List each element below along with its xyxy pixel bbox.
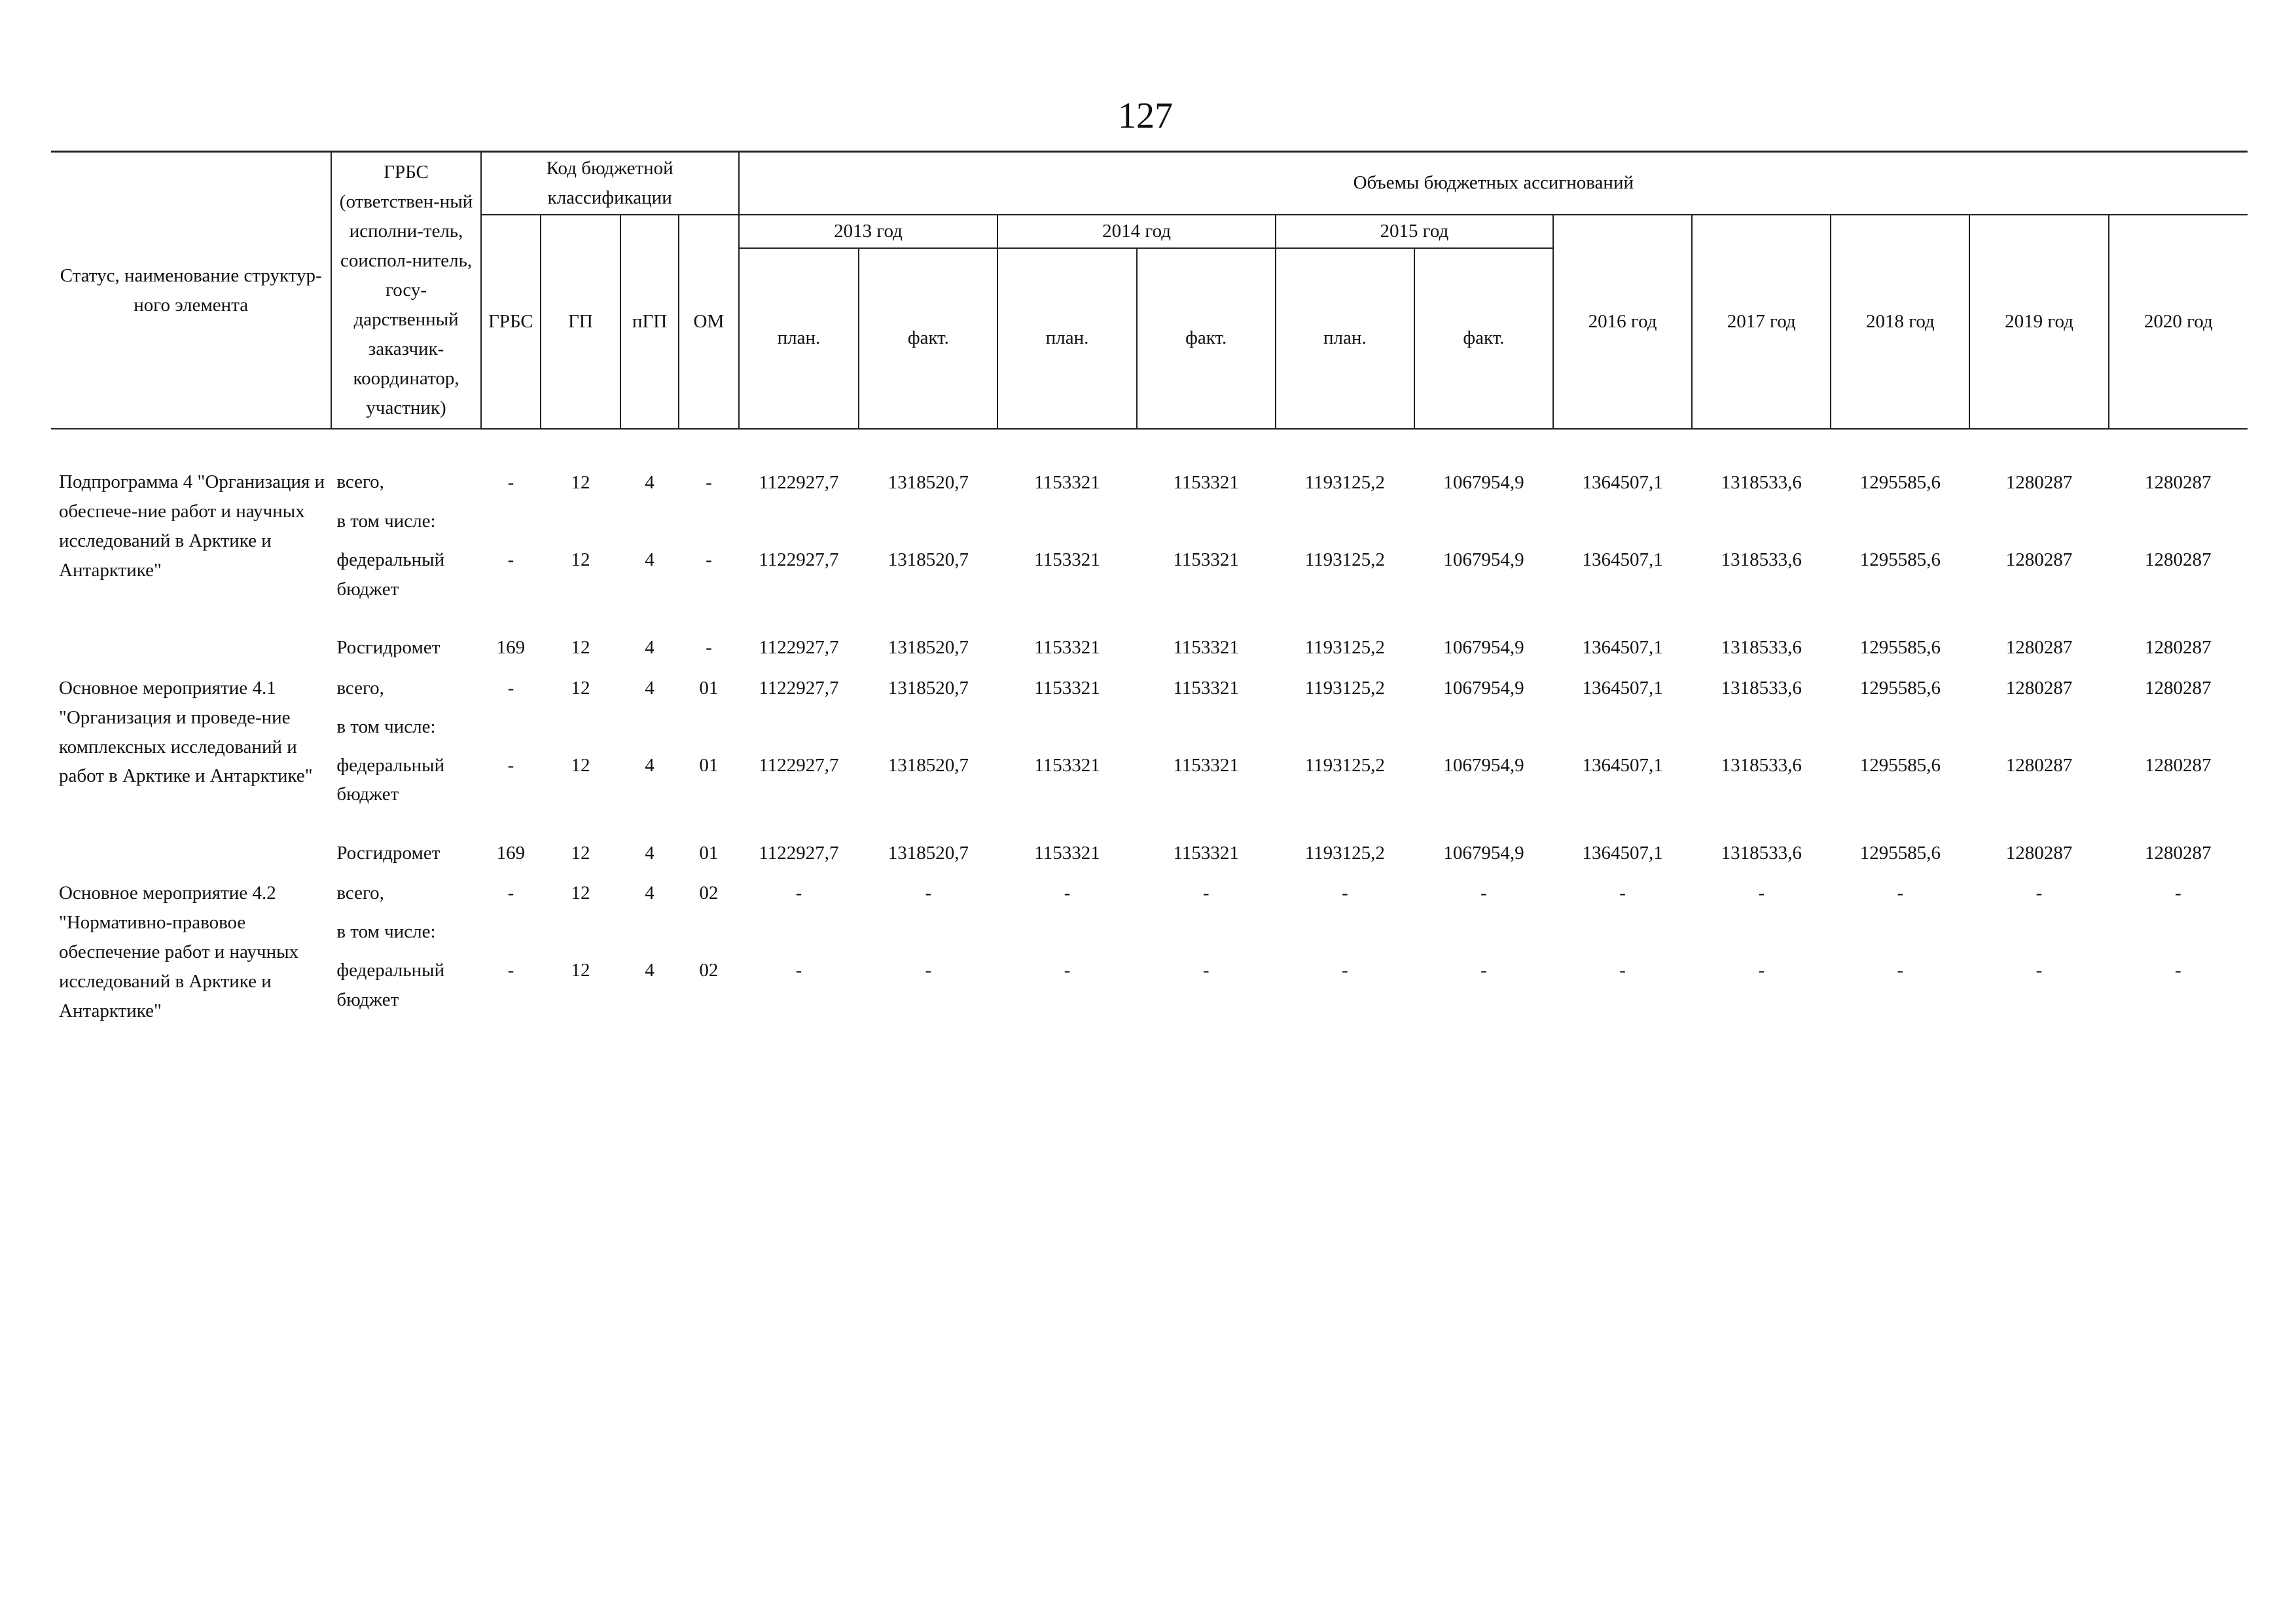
- amount-cell: 1153321: [1173, 677, 1239, 699]
- kbk-grbs-cell: -: [507, 677, 514, 699]
- kbk-pgp-cell: 4: [645, 677, 655, 699]
- amount-cell: 1364507,1: [1582, 471, 1663, 493]
- amount-cell: 1122927,7: [759, 636, 839, 658]
- amount-cell: -: [1480, 883, 1487, 904]
- header-year-2020: 2020 год: [2109, 215, 2248, 429]
- funding-source: федеральный бюджет: [336, 754, 445, 805]
- table-row: [51, 746, 2248, 834]
- amount-cell: 1193125,2: [1304, 549, 1385, 570]
- amount-cell: 1295585,6: [1859, 754, 1941, 776]
- funding-source: в том числе:: [336, 510, 436, 532]
- kbk-gp-cell: 12: [571, 549, 590, 570]
- amount-cell: -: [1897, 960, 1904, 981]
- header-year-2015: 2015 год: [1276, 215, 1553, 248]
- amount-cell: 1193125,2: [1304, 471, 1385, 493]
- amount-cell: -: [925, 960, 932, 981]
- amount-cell: 1280287: [2145, 471, 2212, 493]
- amount-cell: 1122927,7: [759, 471, 839, 493]
- amount-cell: -: [2174, 960, 2181, 981]
- kbk-pgp-cell: 4: [645, 636, 655, 658]
- table-row: [51, 502, 2248, 541]
- amount-cell: 1364507,1: [1582, 677, 1663, 699]
- header-grbs-executor: ГРБС (ответствен-ный исполни-тель, соиспол-нитель, госу-дарственный заказчик-координатор, участник): [331, 152, 480, 429]
- amount-cell: 1067954,9: [1443, 471, 1524, 493]
- amount-cell: 1318533,6: [1721, 754, 1802, 776]
- table-row: [51, 629, 2248, 667]
- amount-cell: 1364507,1: [1582, 754, 1663, 776]
- amount-cell: -: [2036, 960, 2043, 981]
- amount-cell: 1122927,7: [759, 754, 839, 776]
- kbk-grbs-cell: -: [507, 471, 514, 493]
- amount-cell: 1067954,9: [1443, 636, 1524, 658]
- kbk-om-cell: -: [706, 636, 712, 658]
- amount-cell: 1364507,1: [1582, 636, 1663, 658]
- kbk-om-cell: -: [706, 471, 712, 493]
- kbk-gp-cell: 12: [571, 842, 590, 864]
- amount-cell: 1122927,7: [759, 549, 839, 570]
- header-volumes-group: Объемы бюджетных ассигнований: [739, 152, 2248, 215]
- header-2014-plan: план.: [997, 248, 1136, 429]
- amount-cell: -: [1619, 883, 1626, 904]
- amount-cell: 1280287: [2005, 842, 2073, 864]
- table-row: [51, 834, 2248, 873]
- amount-cell: -: [1897, 883, 1904, 904]
- kbk-grbs-cell: -: [507, 883, 514, 904]
- kbk-pgp-cell: 4: [645, 842, 655, 864]
- amount-cell: -: [1758, 883, 1765, 904]
- kbk-pgp-cell: 4: [645, 754, 655, 776]
- kbk-pgp-cell: 4: [645, 883, 655, 904]
- amount-cell: 1280287: [2145, 549, 2212, 570]
- amount-cell: 1193125,2: [1304, 636, 1385, 658]
- empty-cell: [51, 834, 331, 873]
- amount-cell: -: [1480, 960, 1487, 981]
- amount-cell: 1295585,6: [1859, 677, 1941, 699]
- amount-cell: 1295585,6: [1859, 636, 1941, 658]
- header-2015-plan: план.: [1276, 248, 1414, 429]
- amount-cell: 1318520,7: [888, 471, 969, 493]
- funding-source: в том числе:: [336, 716, 436, 737]
- amount-cell: 1318520,7: [888, 754, 969, 776]
- header-year-2019: 2019 год: [1969, 215, 2108, 429]
- amount-cell: 1318520,7: [888, 677, 969, 699]
- amount-cell: 1153321: [1173, 471, 1239, 493]
- funding-source: в том числе:: [336, 921, 436, 943]
- header-2014-fact: факт.: [1137, 248, 1276, 429]
- kbk-grbs-cell: -: [507, 754, 514, 776]
- amount-cell: 1318533,6: [1721, 471, 1802, 493]
- amount-cell: 1318520,7: [888, 549, 969, 570]
- kbk-pgp-cell: 4: [645, 960, 655, 981]
- kbk-om-cell: 02: [699, 960, 719, 981]
- amount-cell: 1067954,9: [1443, 754, 1524, 776]
- section-name: Основное мероприятие 4.1 "Организация и проведе-ние комплексных исследований и работ в Арктике и Антарктике": [59, 677, 313, 787]
- funding-source: всего,: [336, 677, 384, 699]
- kbk-gp-cell: 12: [571, 677, 590, 699]
- empty-cell: [481, 502, 2248, 541]
- amount-cell: 1193125,2: [1304, 842, 1385, 864]
- section-name: Подпрограмма 4 "Организация и обеспече-ние работ и научных исследований в Арктике и Антарктике": [59, 471, 325, 581]
- table-row: [51, 951, 2248, 1039]
- table-row: [51, 913, 2248, 951]
- amount-cell: 1318533,6: [1721, 677, 1802, 699]
- amount-cell: -: [2174, 883, 2181, 904]
- amount-cell: 1318533,6: [1721, 636, 1802, 658]
- header-year-2013: 2013 год: [739, 215, 998, 248]
- amount-cell: 1153321: [1173, 842, 1239, 864]
- amount-cell: 1280287: [2145, 677, 2212, 699]
- amount-cell: 1193125,2: [1304, 754, 1385, 776]
- funding-source: федеральный бюджет: [336, 549, 445, 600]
- kbk-gp-cell: 12: [571, 883, 590, 904]
- kbk-grbs-cell: -: [507, 960, 514, 981]
- table-row: [51, 667, 2248, 708]
- header-2015-fact: факт.: [1414, 248, 1553, 429]
- amount-cell: -: [1341, 960, 1348, 981]
- amount-cell: 1280287: [2005, 754, 2073, 776]
- table-row: [51, 708, 2248, 746]
- header-kbk-grbs: ГРБС: [481, 215, 541, 429]
- amount-cell: 1280287: [2005, 636, 2073, 658]
- amount-cell: 1153321: [1173, 636, 1239, 658]
- amount-cell: 1153321: [1173, 754, 1239, 776]
- amount-cell: 1193125,2: [1304, 677, 1385, 699]
- amount-cell: -: [1758, 960, 1765, 981]
- amount-cell: 1295585,6: [1859, 842, 1941, 864]
- kbk-gp-cell: 12: [571, 754, 590, 776]
- kbk-pgp-cell: 4: [645, 549, 655, 570]
- amount-cell: -: [795, 883, 802, 904]
- header-year-2014: 2014 год: [997, 215, 1275, 248]
- amount-cell: 1067954,9: [1443, 549, 1524, 570]
- funding-source: Росгидромет: [336, 842, 440, 864]
- funding-source: федеральный бюджет: [336, 960, 445, 1011]
- funding-source: Росгидромет: [336, 636, 440, 658]
- amount-cell: 1318520,7: [888, 636, 969, 658]
- amount-cell: 1364507,1: [1582, 842, 1663, 864]
- amount-cell: 1067954,9: [1443, 677, 1524, 699]
- header-year-2018: 2018 год: [1831, 215, 1969, 429]
- amount-cell: 1318520,7: [888, 842, 969, 864]
- table-body: [51, 429, 2248, 1039]
- kbk-om-cell: -: [706, 549, 712, 570]
- page-number: 127: [1118, 96, 1173, 136]
- budget-allocations-table: [51, 151, 2248, 1039]
- amount-cell: -: [1202, 883, 1210, 904]
- amount-cell: 1153321: [1173, 549, 1239, 570]
- amount-cell: 1364507,1: [1582, 549, 1663, 570]
- amount-cell: 1153321: [1034, 677, 1100, 699]
- empty-cell: [51, 629, 331, 667]
- kbk-om-cell: 02: [699, 883, 719, 904]
- amount-cell: -: [2036, 883, 2043, 904]
- empty-cell: [481, 708, 2248, 746]
- amount-cell: 1153321: [1034, 471, 1100, 493]
- kbk-grbs-cell: 169: [496, 842, 526, 864]
- amount-cell: 1318533,6: [1721, 549, 1802, 570]
- amount-cell: 1280287: [2145, 636, 2212, 658]
- table-row: [51, 541, 2248, 629]
- kbk-grbs-cell: 169: [496, 636, 526, 658]
- amount-cell: -: [1619, 960, 1626, 981]
- kbk-grbs-cell: -: [507, 549, 514, 570]
- amount-cell: 1280287: [2005, 471, 2073, 493]
- amount-cell: -: [1202, 960, 1210, 981]
- amount-cell: 1280287: [2005, 549, 2073, 570]
- header-year-2017: 2017 год: [1692, 215, 1831, 429]
- amount-cell: 1122927,7: [759, 842, 839, 864]
- kbk-om-cell: 01: [699, 754, 719, 776]
- amount-cell: 1153321: [1034, 754, 1100, 776]
- amount-cell: 1280287: [2005, 677, 2073, 699]
- kbk-gp-cell: 12: [571, 960, 590, 981]
- amount-cell: -: [795, 960, 802, 981]
- amount-cell: 1318533,6: [1721, 842, 1802, 864]
- funding-source: всего,: [336, 471, 384, 493]
- amount-cell: 1295585,6: [1859, 549, 1941, 570]
- header-kbk-group: Код бюджетной классификации: [481, 152, 739, 215]
- header-2013-fact: факт.: [859, 248, 997, 429]
- amount-cell: 1295585,6: [1859, 471, 1941, 493]
- funding-source: всего,: [336, 883, 384, 904]
- amount-cell: 1153321: [1034, 636, 1100, 658]
- kbk-gp-cell: 12: [571, 471, 590, 493]
- amount-cell: 1122927,7: [759, 677, 839, 699]
- table-row: [51, 429, 2248, 501]
- header-kbk-om: ОМ: [679, 215, 738, 429]
- kbk-om-cell: 01: [699, 677, 719, 699]
- amount-cell: 1280287: [2145, 754, 2212, 776]
- amount-cell: -: [1341, 883, 1348, 904]
- amount-cell: 1153321: [1034, 549, 1100, 570]
- amount-cell: -: [925, 883, 932, 904]
- table-row: [51, 872, 2248, 913]
- empty-cell: [481, 913, 2248, 951]
- kbk-gp-cell: 12: [571, 636, 590, 658]
- amount-cell: 1280287: [2145, 842, 2212, 864]
- amount-cell: 1067954,9: [1443, 842, 1524, 864]
- kbk-pgp-cell: 4: [645, 471, 655, 493]
- amount-cell: 1153321: [1034, 842, 1100, 864]
- header-kbk-gp: ГП: [541, 215, 620, 429]
- header-2013-plan: план.: [739, 248, 859, 429]
- section-name: Основное мероприятие 4.2 "Нормативно-правовое обеспечение работ и научных исследований в Арктике и Антарктике": [59, 883, 299, 1022]
- header-kbk-pgp: пГП: [620, 215, 679, 429]
- header-year-2016: 2016 год: [1553, 215, 1692, 429]
- amount-cell: -: [1064, 883, 1071, 904]
- kbk-om-cell: 01: [699, 842, 719, 864]
- header-status: Статус, наименование структур-ного элемента: [51, 152, 331, 429]
- amount-cell: -: [1064, 960, 1071, 981]
